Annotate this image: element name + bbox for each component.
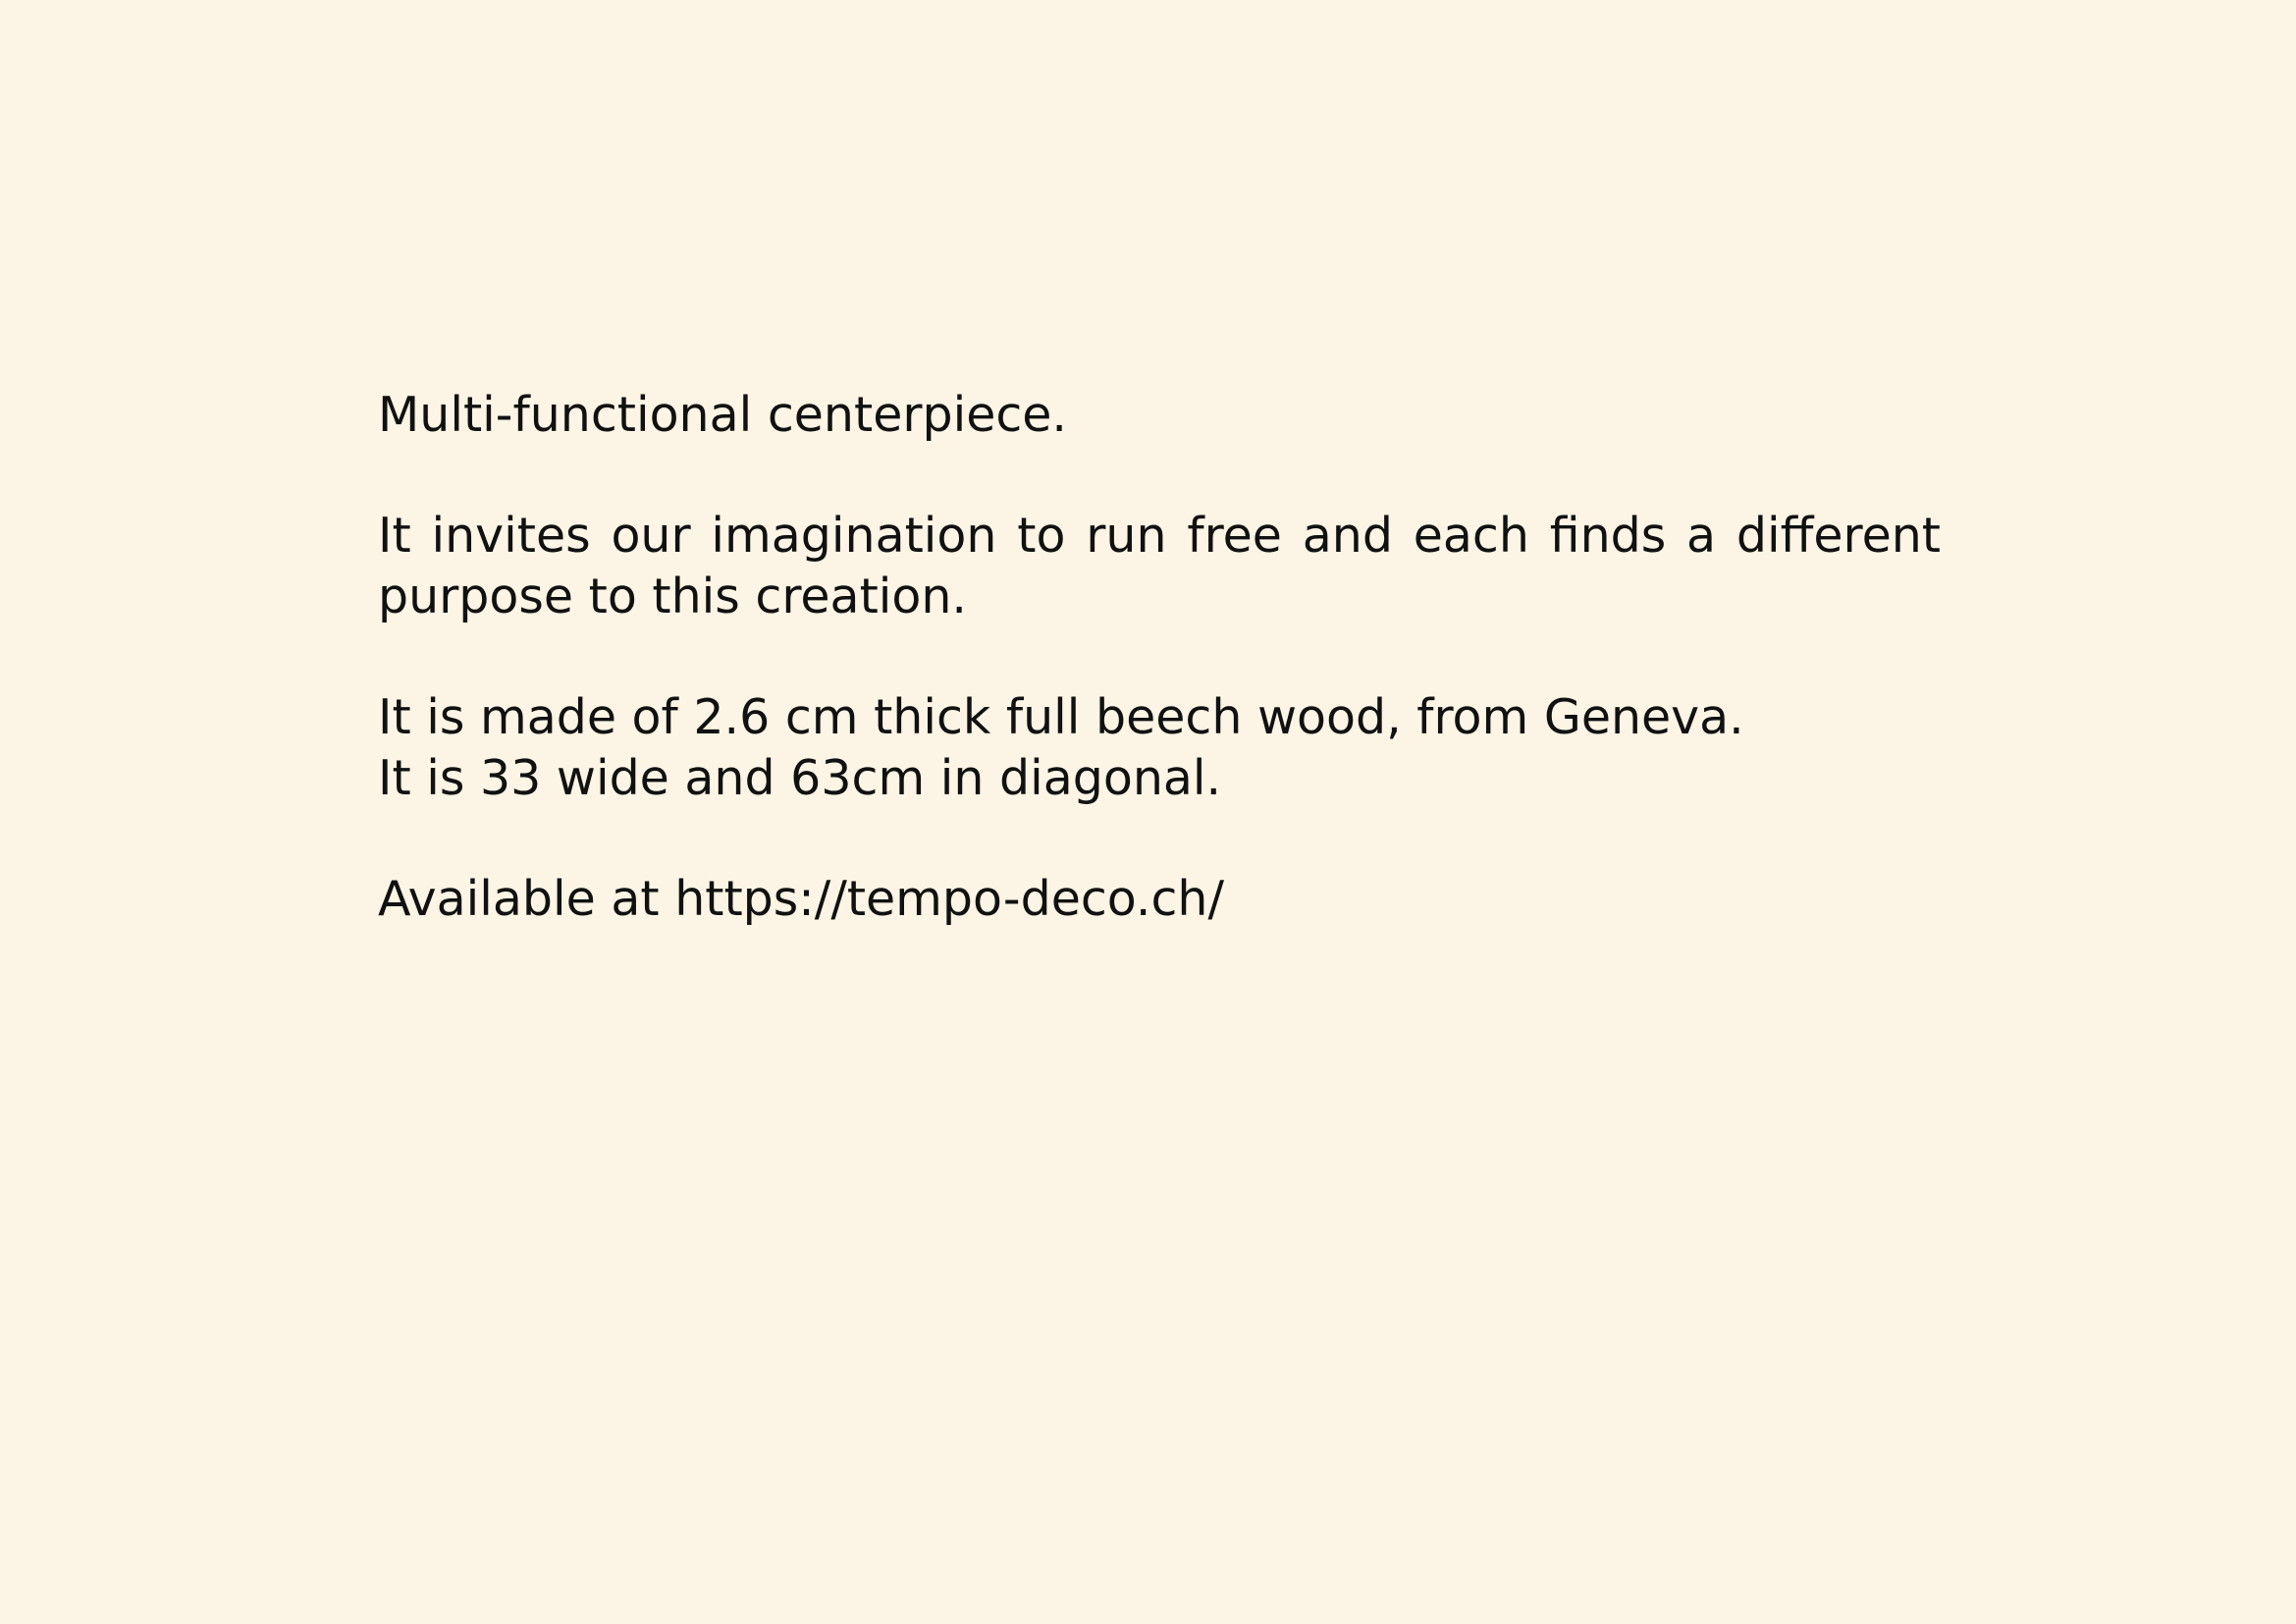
website-link[interactable]: https://tempo-deco.ch/ bbox=[674, 871, 1224, 927]
description-text-block bbox=[378, 385, 1941, 990]
heading-line: Multi-functional centerpiece. bbox=[378, 387, 1068, 443]
material-line: It is made of 2.6 cm thick full beech wood, from Geneva. bbox=[378, 689, 1744, 745]
dimensions-line: It is 33 wide and 63cm in diagonal. bbox=[378, 750, 1222, 806]
specs-paragraph bbox=[378, 687, 1941, 809]
availability-line bbox=[378, 869, 1941, 930]
purpose-paragraph: It invites our imagination to run free and each finds a different purpose to this creation. bbox=[378, 508, 1941, 624]
availability-prefix: Available at bbox=[378, 871, 675, 927]
